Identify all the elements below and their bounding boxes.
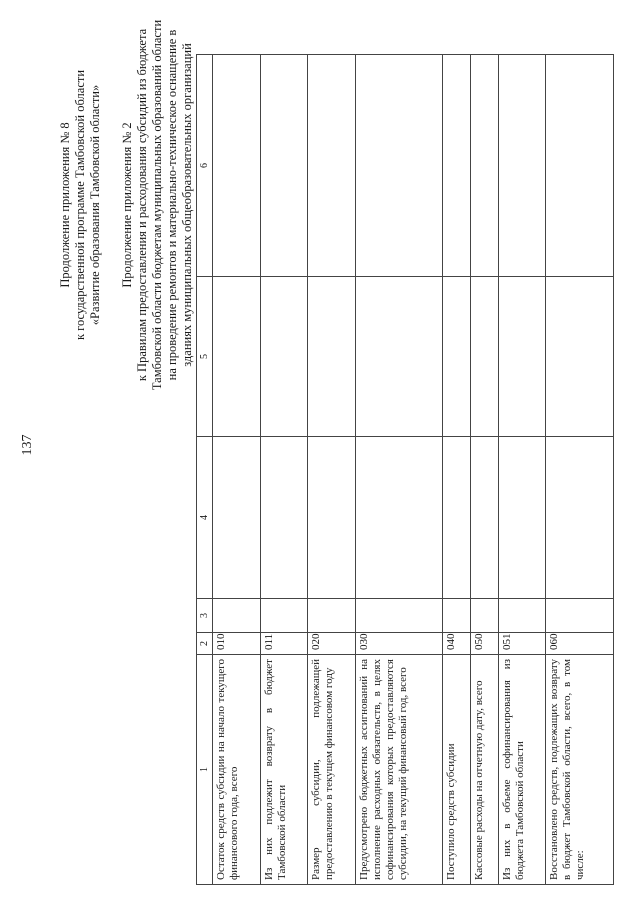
table-row xyxy=(355,55,443,885)
row-code: 010 xyxy=(213,633,261,655)
table-cell xyxy=(546,599,614,633)
row-label: Из них подлежит возврату в бюджет Тамбовской области xyxy=(260,655,308,885)
appendix-header-line: Продолжение приложения № 8 xyxy=(58,122,72,288)
page-number: 137 xyxy=(20,434,35,456)
table-cell xyxy=(443,599,471,633)
table-cell xyxy=(213,599,261,633)
table-cell xyxy=(260,437,308,599)
column-header: 5 xyxy=(197,277,213,437)
table-cell xyxy=(471,599,499,633)
column-header: 4 xyxy=(197,437,213,599)
column-header: 1 xyxy=(197,655,213,885)
row-label: Размер субсидии, подлежащей предоставлению в текущем финансовом году xyxy=(308,655,356,885)
table-cell xyxy=(355,277,443,437)
table-cell xyxy=(471,277,499,437)
row-code: 060 xyxy=(546,633,614,655)
appendix-header-line: к государственной программе Тамбовской области xyxy=(73,69,87,341)
row-label: Из них в объеме софинансирования из бюджета Тамбовской области xyxy=(498,655,546,885)
table-cell xyxy=(546,277,614,437)
table-cell xyxy=(260,599,308,633)
table-cell xyxy=(498,277,546,437)
row-code: 051 xyxy=(498,633,546,655)
row-label: Кассовые расходы на отчетную дату, всего xyxy=(471,655,499,885)
row-code: 040 xyxy=(443,633,471,655)
table-cell xyxy=(443,277,471,437)
table-row xyxy=(260,55,308,885)
table-cell xyxy=(308,277,356,437)
rules-subheader-line: Тамбовской области бюджетам муниципальных образований области xyxy=(150,19,164,391)
rules-subheader-line: Продолжение приложения № 2 xyxy=(120,122,134,288)
table-cell xyxy=(546,55,614,277)
rules-subheader-line: зданиях муниципальных общеобразовательных организаций xyxy=(180,43,194,367)
column-header: 2 xyxy=(197,633,213,655)
table-row xyxy=(498,55,546,885)
table-cell xyxy=(355,437,443,599)
table-cell xyxy=(308,55,356,277)
rules-subheader xyxy=(120,15,195,395)
table-cell xyxy=(213,55,261,277)
table-row xyxy=(443,55,471,885)
table-cell xyxy=(260,277,308,437)
table-header-row xyxy=(197,55,213,885)
appendix-header-line: «Развитие образования Тамбовской области» xyxy=(88,84,102,326)
row-code: 020 xyxy=(308,633,356,655)
table-cell xyxy=(498,437,546,599)
row-label: Восстановлено средств, подлежащих возврату в бюджет Тамбовской области, всего, в том числе: xyxy=(546,655,614,885)
table-cell xyxy=(546,437,614,599)
table-row xyxy=(213,55,261,885)
table-cell xyxy=(355,55,443,277)
rules-subheader-line: к Правилам предоставления и расходования субсидий из бюджета xyxy=(135,28,149,382)
column-header: 3 xyxy=(197,599,213,633)
table-cell xyxy=(471,437,499,599)
table-cell xyxy=(355,599,443,633)
table-cell xyxy=(308,599,356,633)
table-cell xyxy=(498,599,546,633)
table-cell xyxy=(443,55,471,277)
table-row xyxy=(308,55,356,885)
table-cell xyxy=(260,55,308,277)
report-table xyxy=(196,54,614,885)
row-code: 030 xyxy=(355,633,443,655)
table-cell xyxy=(498,55,546,277)
table-cell xyxy=(213,437,261,599)
appendix-header xyxy=(58,15,103,395)
row-label: Остаток средств субсидии на начало текущего финансового года, всего xyxy=(213,655,261,885)
column-header: 6 xyxy=(197,55,213,277)
rules-subheader-line: на проведение ремонтов и материально-техническое оснащение в xyxy=(165,29,179,381)
table-cell xyxy=(443,437,471,599)
row-label: Предусмотрено бюджетных ассигнований на исполнение расходных обязательств, в целях софинансирования которых предоставляются субсидии, на текущий финансовый год, всего xyxy=(355,655,443,885)
table-cell xyxy=(308,437,356,599)
row-code: 011 xyxy=(260,633,308,655)
table-row xyxy=(471,55,499,885)
table-cell xyxy=(471,55,499,277)
table-row xyxy=(546,55,614,885)
row-label: Поступило средств субсидии xyxy=(443,655,471,885)
table-cell xyxy=(213,277,261,437)
row-code: 050 xyxy=(471,633,499,655)
